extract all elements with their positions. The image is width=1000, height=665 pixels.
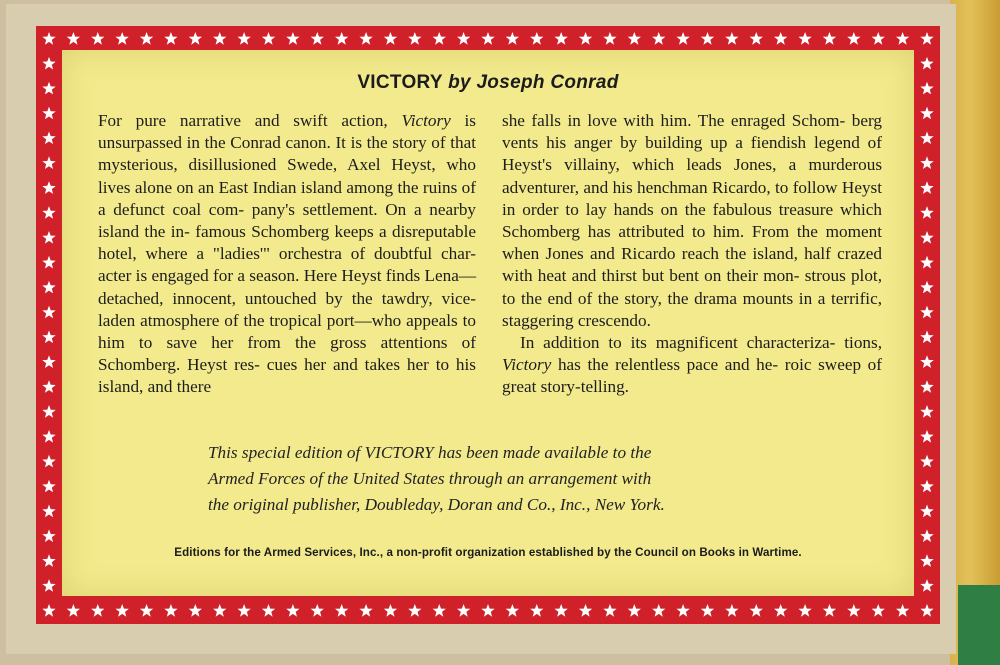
star-icon	[42, 430, 55, 443]
star-icon	[701, 32, 714, 45]
star-icon	[920, 132, 933, 145]
star-icon	[652, 32, 665, 45]
spine-green-label	[958, 585, 1000, 665]
star-icon	[920, 281, 933, 294]
star-icon	[701, 604, 714, 617]
text-line: Ricardo, to follow Heyst in order to lay hands	[502, 177, 883, 219]
book-title: VICTORY	[357, 72, 443, 93]
star-icon	[750, 604, 763, 617]
star-icon	[433, 32, 446, 45]
star-icon	[920, 455, 933, 468]
star-icon	[774, 32, 787, 45]
star-icon	[457, 32, 470, 45]
text-line: port—who appeals to him to save her from	[98, 310, 476, 353]
star-icon	[42, 330, 55, 343]
star-icon	[384, 32, 397, 45]
star-icon	[140, 604, 153, 617]
star-icon	[920, 57, 933, 70]
star-icon	[506, 32, 519, 45]
star-icon	[920, 231, 933, 244]
star-icon	[579, 604, 592, 617]
star-icon	[823, 32, 836, 45]
text-line: where a "ladies'" orchestra of doubtful char-	[145, 244, 476, 264]
star-icon	[42, 480, 55, 493]
star-icon	[286, 32, 299, 45]
star-icon	[896, 32, 909, 45]
star-icon	[433, 604, 446, 617]
text-line: pany's settlement. On a nearby island the in-	[98, 199, 477, 242]
star-icon	[67, 604, 80, 617]
star-icon	[847, 32, 860, 45]
star-icon	[42, 604, 55, 617]
star-icon	[530, 604, 543, 617]
star-icon	[42, 306, 55, 319]
edition-note-line: This special edition of VICTORY has been made available to the	[208, 443, 652, 462]
star-icon	[42, 554, 55, 567]
edition-note-line: Armed Forces of the United States through an arrangement with	[208, 469, 652, 488]
star-icon	[42, 529, 55, 542]
text-line: acter is engaged for a season. Here Heyst finds	[98, 266, 421, 286]
text-line: Jones and Ricardo reach the island, half crazed	[545, 244, 882, 264]
text-line: story of that mysterious, disillusioned Swede,	[98, 133, 476, 175]
edition-note	[208, 440, 768, 518]
text-line: Lena—detached, innocent, untouched by the	[98, 266, 477, 308]
text-line: legend of Heyst's villainy, which leads Jones,	[502, 133, 882, 175]
star-icon	[457, 604, 470, 617]
star-icon	[116, 604, 129, 617]
star-icon	[506, 604, 519, 617]
star-icon	[920, 505, 933, 518]
text-line: For pure narrative and swift action, Victory	[98, 111, 451, 130]
text-line: In addition to its magnificent characteriza-	[520, 333, 836, 353]
star-icon	[238, 32, 251, 45]
edition-note-line: the original publisher, Doubleday, Doran and Co., Inc., New York.	[208, 495, 665, 514]
star-icon	[286, 604, 299, 617]
star-icon	[920, 529, 933, 542]
description-paragraph-2	[502, 332, 882, 399]
book-spine	[950, 0, 1000, 665]
star-icon	[920, 256, 933, 269]
star-icon	[408, 32, 421, 45]
text-line: roic sweep of great story-telling.	[502, 355, 882, 397]
star-icon	[555, 32, 568, 45]
star-icon	[384, 604, 397, 617]
star-icon	[42, 57, 55, 70]
star-icon	[42, 231, 55, 244]
star-icon	[42, 32, 55, 45]
star-icon	[798, 32, 811, 45]
star-icon	[213, 32, 226, 45]
book-title-line	[62, 72, 914, 94]
star-icon	[920, 206, 933, 219]
star-icon	[872, 604, 885, 617]
star-icon	[628, 604, 641, 617]
text-line: island among the ruins of a defunct coal com-	[98, 177, 476, 219]
star-icon	[920, 82, 933, 95]
star-icon	[920, 330, 933, 343]
star-icon	[359, 32, 372, 45]
star-icon	[91, 604, 104, 617]
description-panel	[62, 50, 914, 596]
text-line: tawdry, vice-laden atmosphere of the tropical	[98, 288, 476, 330]
star-icon	[42, 505, 55, 518]
star-icon	[920, 380, 933, 393]
star-icon	[872, 32, 885, 45]
star-icon	[189, 32, 202, 45]
star-icon	[164, 32, 177, 45]
star-icon	[725, 32, 738, 45]
star-icon	[920, 32, 933, 45]
star-icon	[652, 604, 665, 617]
star-icon	[628, 32, 641, 45]
star-icon	[238, 604, 251, 617]
star-icon	[335, 32, 348, 45]
star-icon	[677, 604, 690, 617]
star-icon	[42, 181, 55, 194]
star-icon	[603, 32, 616, 45]
star-icon	[920, 107, 933, 120]
star-icon	[42, 579, 55, 592]
star-icon	[42, 206, 55, 219]
description-left-column	[98, 110, 476, 399]
star-icon	[42, 82, 55, 95]
star-icon	[42, 107, 55, 120]
star-icon	[896, 604, 909, 617]
star-icon	[359, 604, 372, 617]
text-line: she falls in love with him. The enraged Schom-	[502, 111, 846, 130]
description-right-column	[502, 110, 882, 399]
star-icon	[603, 604, 616, 617]
text-line: with heat and thirst but bent on their mon-	[502, 266, 800, 286]
star-icon	[164, 604, 177, 617]
text-line: Axel Heyst, who lives alone on an East Indian	[98, 155, 476, 197]
star-icon	[42, 132, 55, 145]
star-icon	[262, 604, 275, 617]
text-line: a murderous adventurer, and his henchman	[502, 155, 883, 197]
star-icon	[920, 181, 933, 194]
star-icon	[920, 405, 933, 418]
star-icon	[42, 405, 55, 418]
star-icon	[116, 32, 129, 45]
star-icon	[408, 604, 421, 617]
star-icon	[920, 604, 933, 617]
text-line: on the fabulous treasure which Schomberg	[502, 199, 882, 242]
star-icon	[262, 32, 275, 45]
star-icon	[213, 604, 226, 617]
text-line: is unsurpassed in the Conrad canon. It is the	[98, 111, 476, 153]
star-icon	[555, 604, 568, 617]
star-icon	[42, 355, 55, 368]
back-cover	[6, 4, 956, 654]
star-icon	[67, 32, 80, 45]
star-icon	[920, 355, 933, 368]
star-icon	[920, 430, 933, 443]
star-icon	[920, 306, 933, 319]
star-icon	[774, 604, 787, 617]
star-icon	[42, 156, 55, 169]
star-icon	[750, 32, 763, 45]
star-icon	[579, 32, 592, 45]
star-icon	[481, 32, 494, 45]
star-icon	[823, 604, 836, 617]
text-line: has attributed to him. From the moment when	[502, 222, 882, 264]
star-icon	[920, 156, 933, 169]
star-icon	[798, 604, 811, 617]
star-icon	[140, 32, 153, 45]
star-icon	[189, 604, 202, 617]
star-icon	[920, 554, 933, 567]
star-icon	[920, 579, 933, 592]
star-icon	[847, 604, 860, 617]
publisher-footer: Editions for the Armed Services, Inc., a non-profit organization established by the Council on Books in Wartime.	[174, 546, 802, 559]
description-paragraph-1-continued	[502, 110, 882, 332]
star-icon	[725, 604, 738, 617]
star-icon	[42, 455, 55, 468]
text-line: famous Schomberg keeps a disreputable hotel,	[98, 222, 476, 264]
star-icon	[311, 32, 324, 45]
book-byline: by Joseph Conrad	[448, 72, 619, 93]
text-line: tions, Victory has the relentless pace and he-	[502, 333, 883, 375]
text-line: mounts in a terrific, staggering crescendo.	[502, 288, 882, 330]
star-icon	[42, 380, 55, 393]
description-paragraph-1	[98, 110, 476, 399]
text-line: cues her and takes her to his island, and there	[98, 355, 476, 397]
star-icon	[335, 604, 348, 617]
star-icon	[481, 604, 494, 617]
text-line: the gross attentions of Schomberg. Heyst res-	[98, 333, 476, 375]
text-line: berg vents his anger by building up a fiendish	[502, 111, 883, 153]
star-icon	[42, 281, 55, 294]
text-line: strous plot, to the end of the story, the drama	[502, 266, 882, 308]
star-icon	[677, 32, 690, 45]
star-icon	[920, 480, 933, 493]
star-icon	[311, 604, 324, 617]
star-icon	[91, 32, 104, 45]
star-icon	[42, 256, 55, 269]
star-icon	[530, 32, 543, 45]
